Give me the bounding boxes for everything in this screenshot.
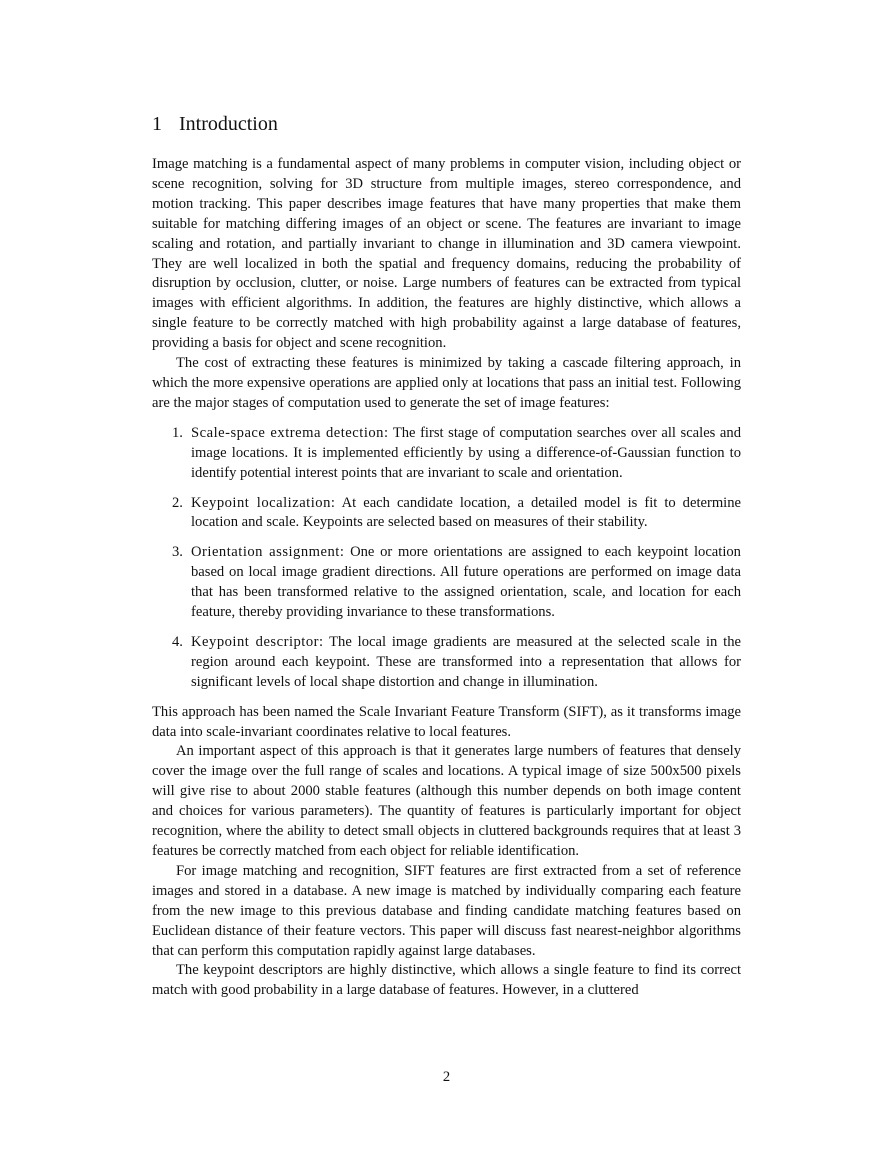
list-item-text: At each candidate location, a detailed model is fit to determine location and scale. Keypoints are selected based on measures of their stability. bbox=[191, 494, 742, 531]
section-title: Introduction bbox=[179, 113, 278, 135]
list-item-term: Keypoint descriptor: bbox=[191, 633, 324, 650]
list-item-text: The first stage of computation searches over all scales and image locations. It is implemented efficiently by using a difference-of-Gaussian function to identify potential interest points that are invariant to scale and orientation. bbox=[191, 424, 741, 481]
page-number: 2 bbox=[442, 1069, 451, 1085]
section-number: 1 bbox=[152, 113, 162, 135]
stages-list bbox=[152, 424, 741, 693]
paragraph-intro-1: Image matching is a fundamental aspect of many problems in computer vision, including object or scene recognition, solving for 3D structure from multiple images, stereo correspondence, and motion tracking. This paper describes image features that have many properties that make them suitable for matching differing images of an object or scene. The features are invariant to image scaling and rotation, and partially invariant to change in illumination and 3D camera viewpoint. They are well localized in both the spatial and frequency domains, reducing the probability of disruption by occlusion, clutter, or noise. Large numbers of features can be extracted from typical images with efficient algorithms. In addition, the features are highly distinctive, which allows a single feature to be correctly matched with high probability against a large database of features, providing a basis for object and scene recognition. bbox=[152, 156, 741, 352]
list-item bbox=[152, 424, 741, 484]
list-item bbox=[152, 494, 741, 534]
list-item-term: Scale-space extrema detection: bbox=[191, 424, 389, 441]
list-item-number: 3. bbox=[172, 544, 183, 561]
paragraph-feature-quantity: An important aspect of this approach is that it generates large numbers of features that densely cover the image over the full range of scales and locations. A typical image of size 500x500 pixels will give rise to about 2000 stable features (although this number depends on both image content and choices for various parameters). The quantity of features is particularly important for object recognition, where the ability to detect small objects in cluttered backgrounds requires that at least 3 features be correctly matched from each object for reliable identification. bbox=[152, 743, 741, 859]
paper-page bbox=[152, 110, 741, 1001]
paragraph-sift-name: This approach has been named the Scale Invariant Feature Transform (SIFT), as it transforms image data into scale-invariant coordinates relative to local features. bbox=[152, 703, 741, 740]
list-item bbox=[152, 633, 741, 693]
list-item-text: One or more orientations are assigned to each keypoint location based on local image gradient directions. All future operations are performed on image data that has been transformed relative to the assigned orientation, scale, and location for each feature, thereby providing invariance to these transformations. bbox=[191, 544, 741, 621]
paragraph-intro-2: The cost of extracting these features is minimized by taking a cascade filtering approach, in which the more expensive operations are applied only at locations that pass an initial test. Following are the major stages of computation used to generate the set of image features: bbox=[152, 355, 741, 411]
list-item-number: 4. bbox=[172, 633, 183, 650]
paragraph-matching: For image matching and recognition, SIFT features are first extracted from a set of reference images and stored in a database. A new image is matched by individually comparing each feature from the new image to this previous database and finding candidate matching features based on Euclidean distance of their feature vectors. This paper will discuss fast nearest-neighbor algorithms that can perform this computation rapidly against large databases. bbox=[152, 862, 741, 959]
list-item bbox=[152, 543, 741, 623]
list-item-text: The local image gradients are measured at the selected scale in the region around each keypoint. These are transformed into a representation that allows for significant levels of local shape distortion and change in illumination. bbox=[191, 633, 741, 690]
list-item-number: 1. bbox=[172, 424, 183, 441]
list-item-number: 2. bbox=[172, 494, 183, 511]
list-item-term: Keypoint localization: bbox=[191, 494, 336, 511]
section-heading bbox=[152, 110, 741, 138]
list-item-term: Orientation assignment: bbox=[191, 544, 345, 561]
paragraph-distinctive: The keypoint descriptors are highly distinctive, which allows a single feature to find its correct match with good probability in a large database of features. However, in a cluttered bbox=[152, 962, 741, 999]
